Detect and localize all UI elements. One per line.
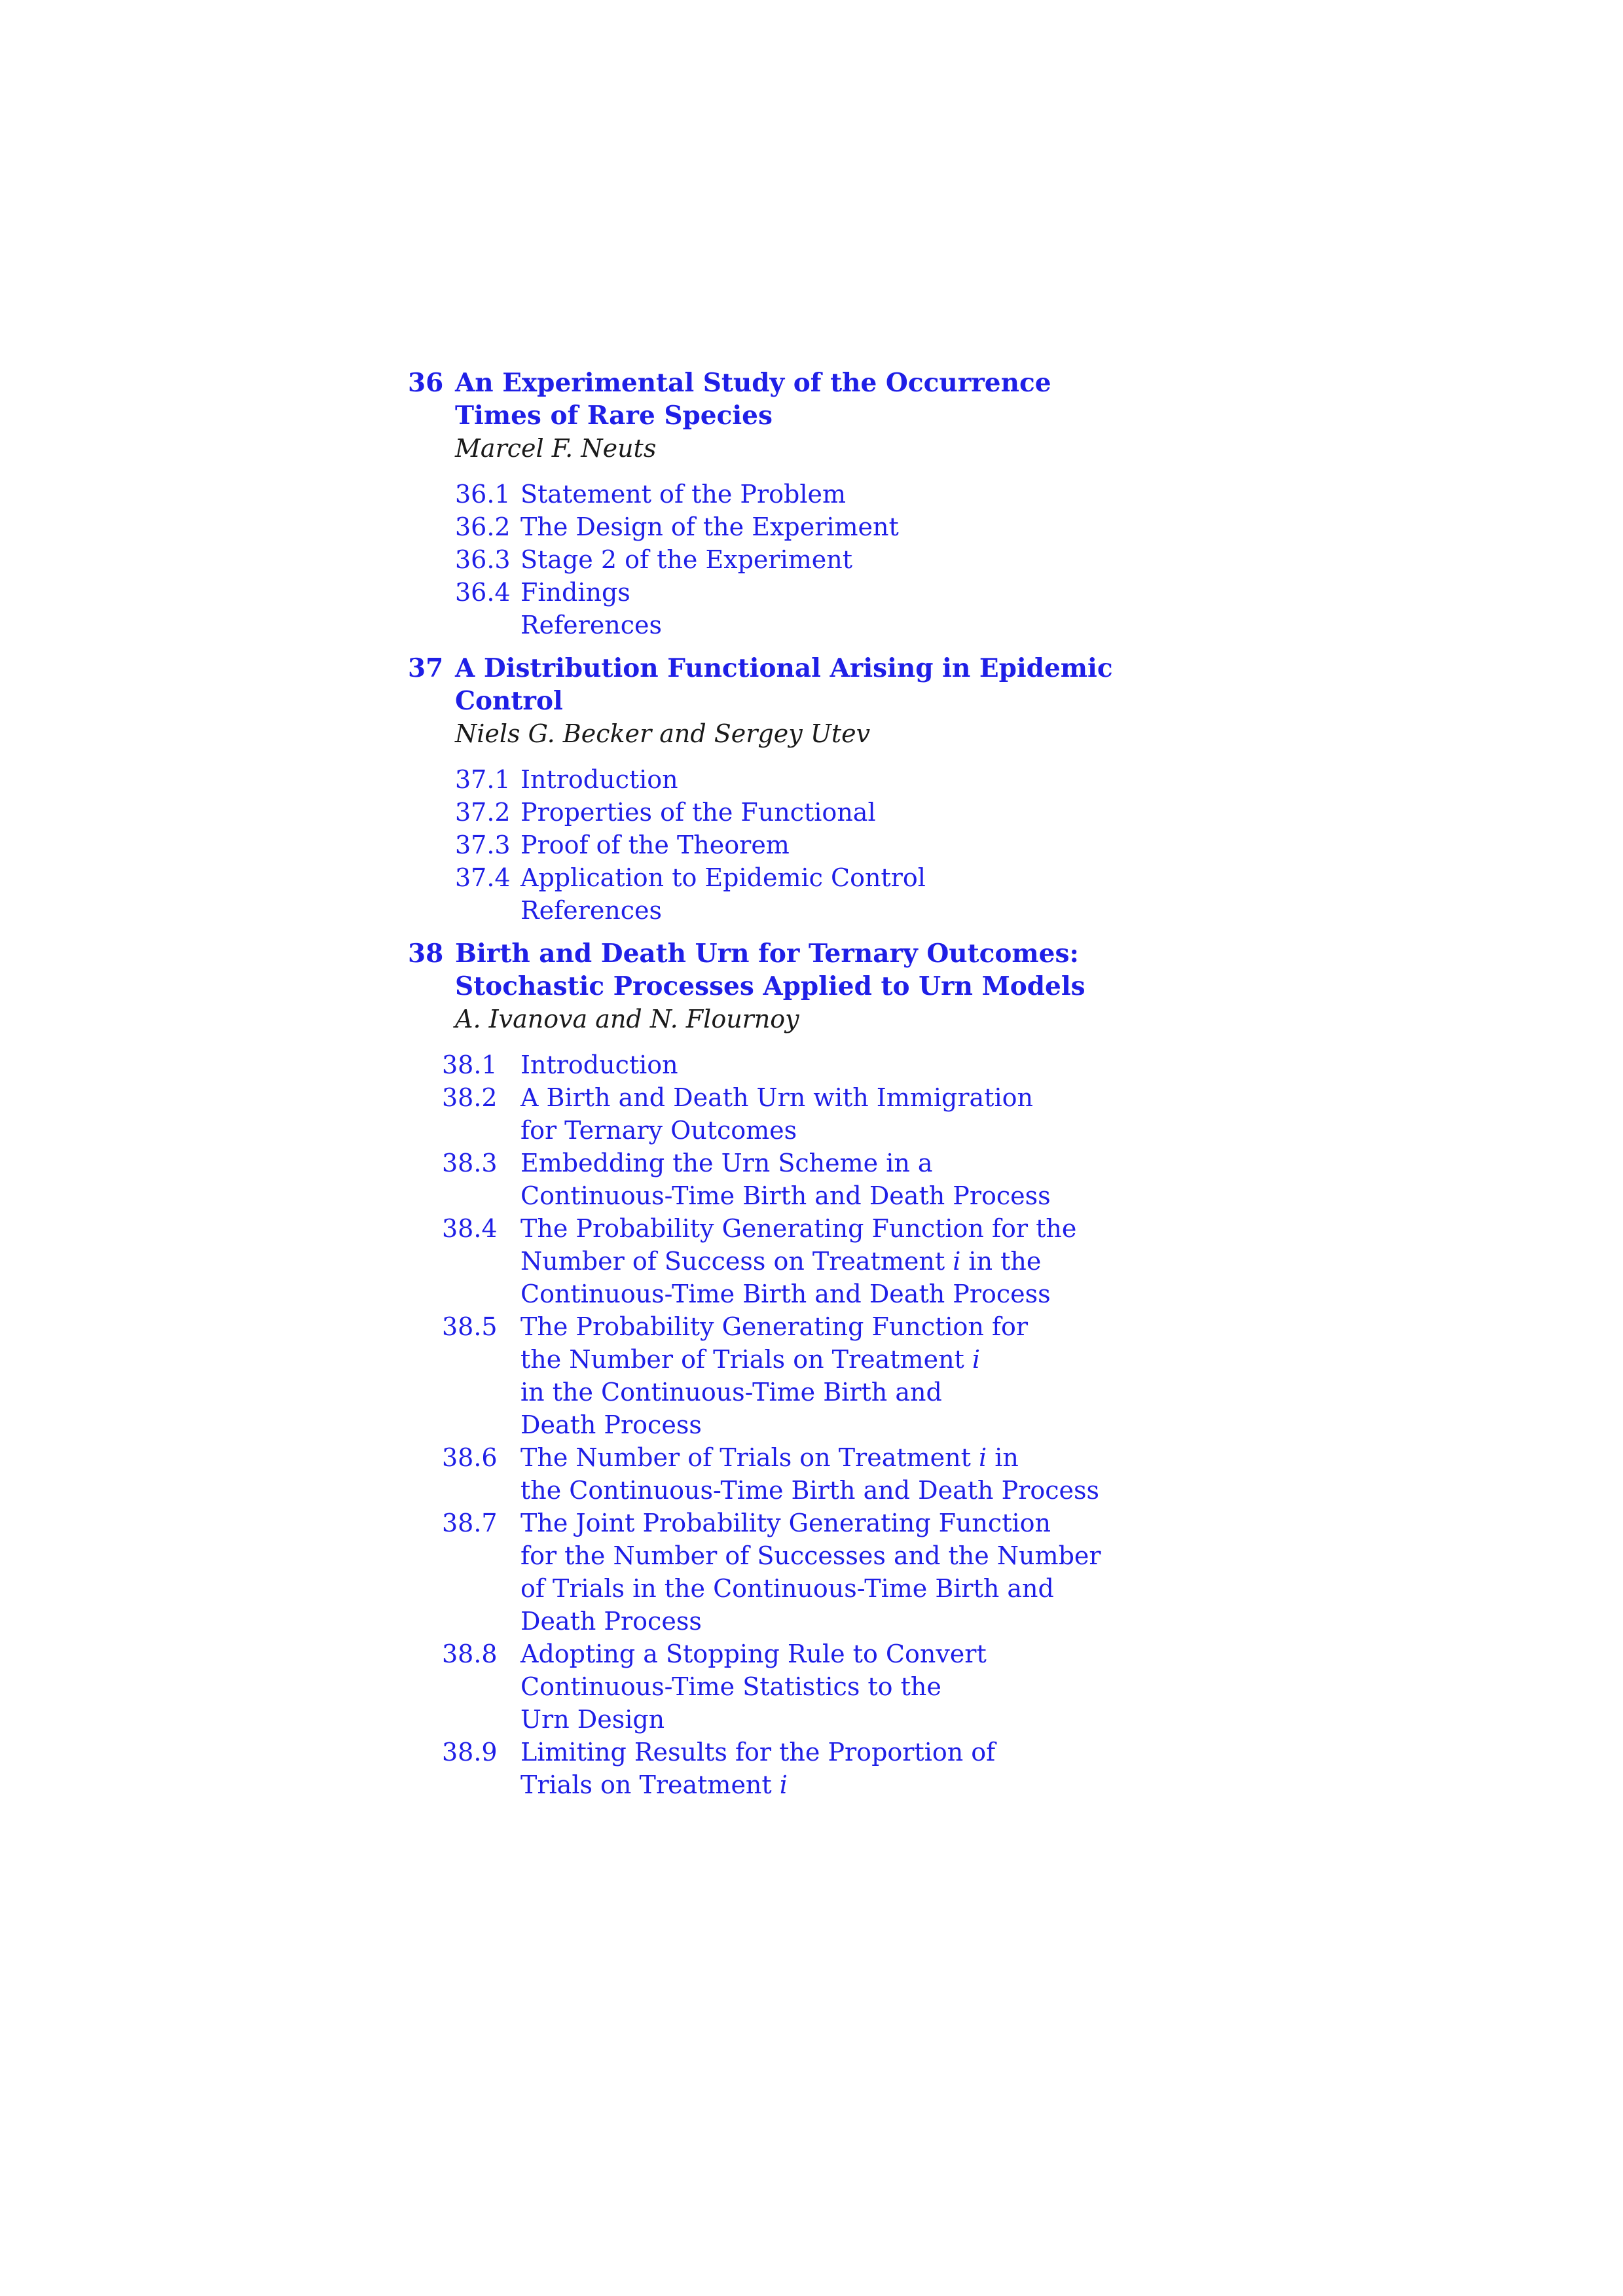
section-entry[interactable] bbox=[408, 1507, 1167, 1638]
chapter-title: A Distribution Functional Arising in Epidemic Control bbox=[455, 653, 1113, 716]
math-variable: i bbox=[978, 1443, 987, 1472]
section-number: 38.4 bbox=[442, 1214, 498, 1243]
section-title: A Birth and Death Urn with Immigration for Ternary Outcomes bbox=[520, 1083, 1033, 1145]
chapter-number: 36 bbox=[408, 368, 444, 398]
section-title: Introduction bbox=[520, 1050, 678, 1079]
section-entry[interactable] bbox=[408, 1212, 1167, 1310]
section-number: 37.1 bbox=[455, 765, 511, 794]
section-entry[interactable] bbox=[408, 1638, 1167, 1736]
section-title: Properties of the Functional bbox=[520, 798, 876, 827]
section-number: 38.3 bbox=[442, 1149, 498, 1177]
section-entry[interactable] bbox=[408, 1736, 1167, 1801]
section-number: 38.7 bbox=[442, 1509, 498, 1537]
section-number: 37.3 bbox=[455, 831, 511, 859]
section-number: 37.4 bbox=[455, 863, 511, 892]
chapter-title: Birth and Death Urn for Ternary Outcomes: Stochastic Processes Applied to Urn Models bbox=[455, 939, 1085, 1001]
section-number: 38.1 bbox=[442, 1050, 498, 1079]
section-title: Adopting a Stopping Rule to Convert Continuous-Time Statistics to the Urn Design bbox=[520, 1640, 987, 1734]
section-entry[interactable] bbox=[408, 1049, 1167, 1081]
section-entry[interactable] bbox=[408, 861, 1167, 894]
section-title: Findings bbox=[520, 578, 630, 607]
section-entry[interactable] bbox=[408, 543, 1167, 576]
section-title: The Probability Generating Function for the Number of Success on Treatment i in the Continuous-Time Birth and Death Process bbox=[520, 1214, 1077, 1308]
section-entry[interactable] bbox=[408, 1310, 1167, 1441]
section-title: Statement of the Problem bbox=[520, 480, 847, 509]
references-link[interactable]: References bbox=[520, 611, 663, 639]
chapter-number: 38 bbox=[408, 939, 444, 969]
section-list bbox=[408, 763, 1167, 894]
section-entry[interactable] bbox=[408, 511, 1167, 543]
section-entry[interactable] bbox=[408, 1147, 1167, 1212]
section-number: 37.2 bbox=[455, 798, 511, 827]
section-list bbox=[408, 1049, 1167, 1801]
section-entry[interactable] bbox=[408, 796, 1167, 829]
chapter-title: An Experimental Study of the Occurrence Times of Rare Species bbox=[455, 368, 1051, 431]
section-entry[interactable] bbox=[408, 478, 1167, 511]
section-entry[interactable] bbox=[408, 576, 1167, 609]
section-title: Introduction bbox=[520, 765, 678, 794]
chapter-heading[interactable] bbox=[408, 367, 1167, 432]
chapter-38 bbox=[408, 937, 1167, 1801]
section-list bbox=[408, 478, 1167, 609]
section-title: The Number of Trials on Treatment i in the Continuous-Time Birth and Death Process bbox=[520, 1443, 1099, 1505]
section-title: The Design of the Experiment bbox=[520, 512, 899, 541]
chapter-number: 37 bbox=[408, 653, 444, 683]
section-title: The Probability Generating Function for the Number of Trials on Treatment i in the Continuous-Time Birth and Death Process bbox=[520, 1312, 1029, 1439]
section-number: 38.8 bbox=[442, 1640, 498, 1668]
chapter-heading[interactable] bbox=[408, 652, 1167, 717]
section-entry[interactable] bbox=[408, 1081, 1167, 1147]
chapter-heading[interactable] bbox=[408, 937, 1167, 1003]
section-number: 38.5 bbox=[442, 1312, 498, 1341]
section-title: The Joint Probability Generating Function for the Number of Successes and the Number of Trials in the Continuous-Time Birth and Death Process bbox=[520, 1509, 1101, 1636]
section-number: 38.2 bbox=[442, 1083, 498, 1112]
chapter-authors: Marcel F. Neuts bbox=[455, 434, 657, 463]
table-of-contents bbox=[408, 367, 1167, 1812]
chapter-36 bbox=[408, 367, 1167, 641]
section-number: 38.9 bbox=[442, 1738, 498, 1767]
section-entry[interactable] bbox=[408, 829, 1167, 861]
math-variable: i bbox=[953, 1247, 961, 1276]
section-number: 36.1 bbox=[455, 480, 511, 509]
chapter-37 bbox=[408, 652, 1167, 927]
section-title: Stage 2 of the Experiment bbox=[520, 545, 853, 574]
section-title: Proof of the Theorem bbox=[520, 831, 790, 859]
section-entry[interactable] bbox=[408, 763, 1167, 796]
section-number: 36.2 bbox=[455, 512, 511, 541]
references-link[interactable]: References bbox=[520, 896, 663, 925]
chapter-authors: Niels G. Becker and Sergey Utev bbox=[455, 719, 871, 748]
chapter-authors: A. Ivanova and N. Flournoy bbox=[455, 1005, 799, 1033]
section-title: Application to Epidemic Control bbox=[520, 863, 926, 892]
section-number: 36.3 bbox=[455, 545, 511, 574]
math-variable: i bbox=[779, 1770, 788, 1799]
section-entry[interactable] bbox=[408, 1441, 1167, 1507]
section-title: Embedding the Urn Scheme in a Continuous-Time Birth and Death Process bbox=[520, 1149, 1051, 1210]
section-number: 38.6 bbox=[442, 1443, 498, 1472]
section-title: Limiting Results for the Proportion of Trials on Treatment i bbox=[520, 1738, 996, 1799]
math-variable: i bbox=[972, 1345, 981, 1374]
section-number: 36.4 bbox=[455, 578, 511, 607]
